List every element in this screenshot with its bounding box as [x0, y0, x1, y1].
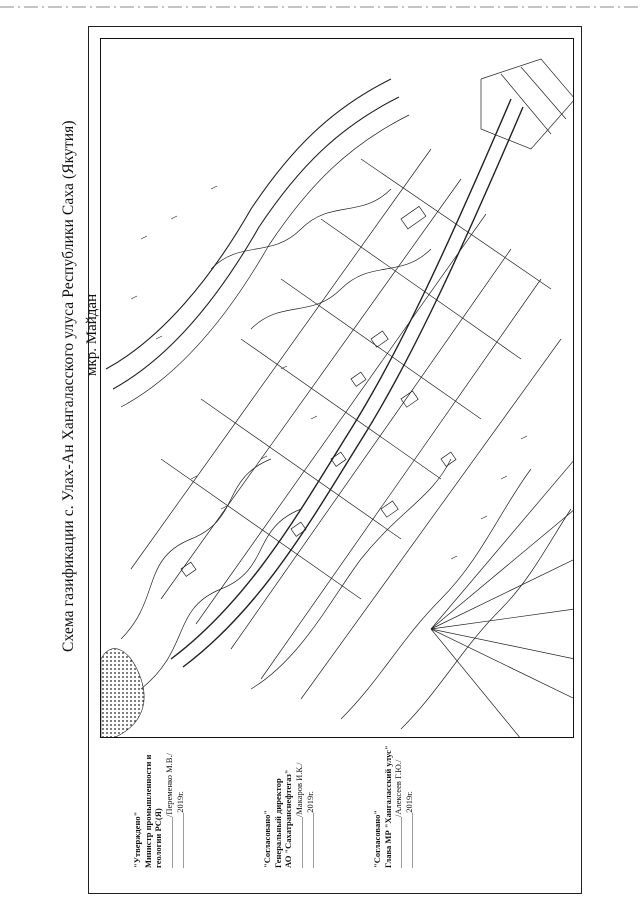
approval-role: АО "Сахатранснефтегаз" [283, 769, 294, 868]
map-title: Схема газификации с. Улах-Ан Хангаласского улуса Республики Саха (Якутия) [60, 120, 77, 652]
approval-role: Глава МР "Хангаласский улус" [382, 745, 393, 868]
approval-role: Министр промышленности и [142, 754, 153, 868]
approval-signature: ____________/Переменко М.В./ [163, 753, 174, 868]
approval-role: геологии РС(Я) [153, 808, 164, 868]
gasification-map [100, 38, 574, 738]
approval-block-3 [372, 745, 415, 868]
approval-heading: "Утверждено" [132, 811, 142, 868]
map-subtitle: мкр. Майдан [84, 293, 100, 376]
approval-heading: "Согласовано" [262, 809, 272, 868]
approval-date: _____________2019г. [174, 791, 185, 868]
approval-block-1 [132, 753, 185, 868]
approval-signature: ____________/Макаров И.К./ [293, 762, 304, 868]
approval-block-2 [262, 762, 315, 868]
approval-heading: "Согласовано" [372, 809, 382, 868]
approval-role: Генеральный директор [272, 778, 283, 868]
approval-date: _____________2019г. [403, 791, 414, 868]
approval-signature: ____________/Алексеев Г.Ю./ [393, 759, 404, 868]
map-drawing [101, 39, 574, 738]
top-dashed-rule [0, 6, 640, 8]
approval-date: _____________2019г. [304, 791, 315, 868]
